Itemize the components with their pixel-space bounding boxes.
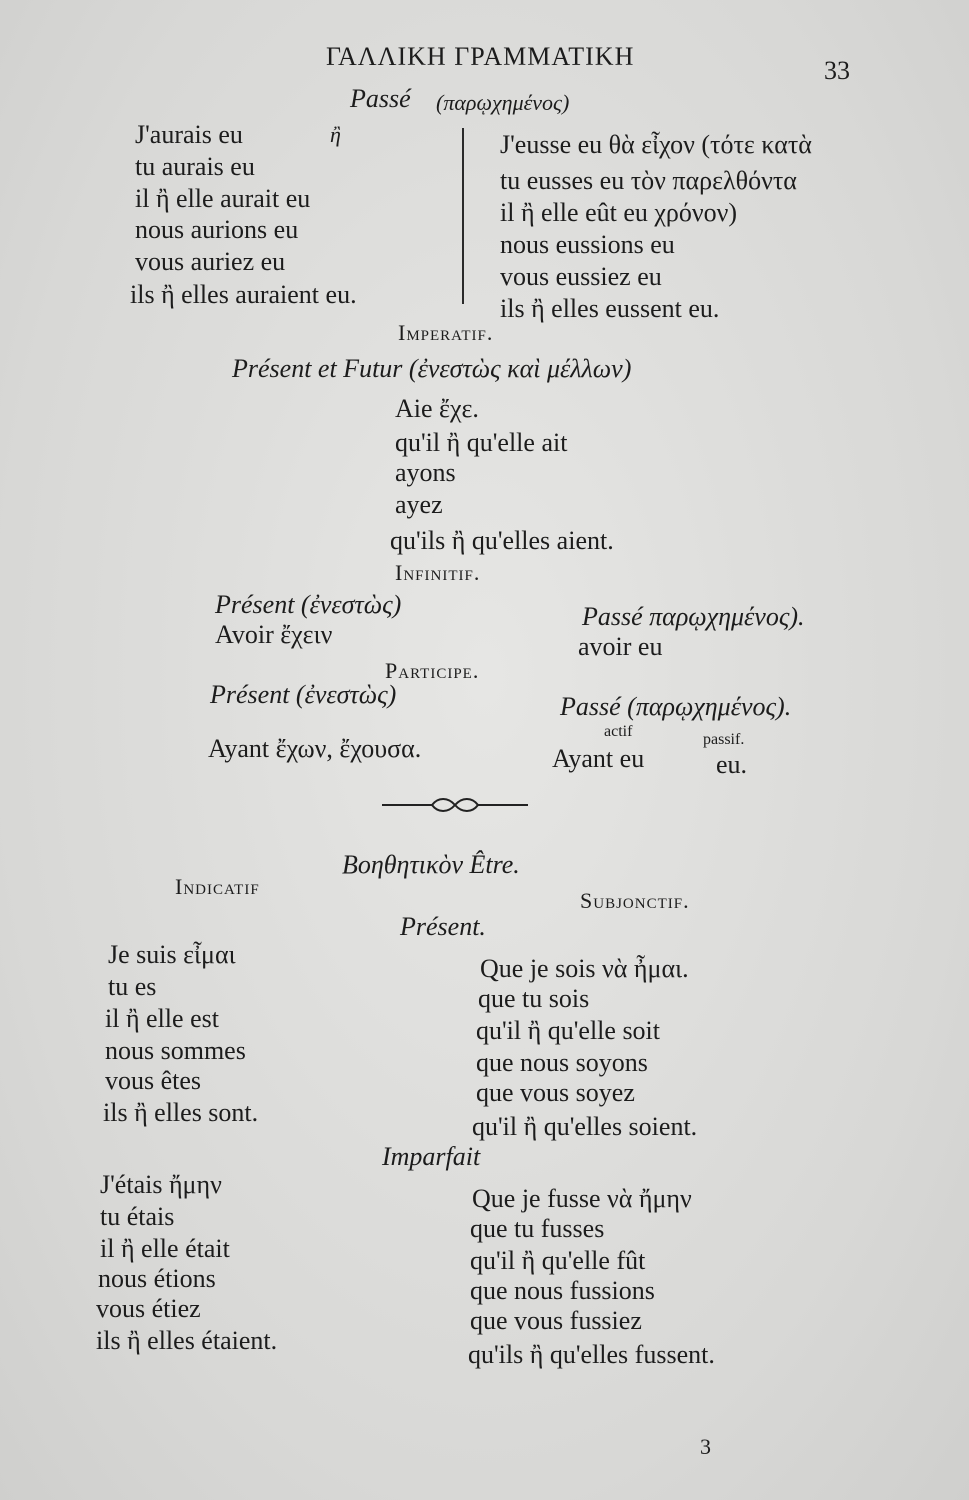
participe-present-value: Ayant ἔχων, ἔχουσα. <box>208 734 422 763</box>
conj-line: ayons <box>395 458 456 487</box>
infinitif-heading: Infinitif. <box>395 560 481 585</box>
participe-passe-actif: Ayant eu <box>552 744 645 773</box>
signature-mark: 3 <box>700 1434 711 1459</box>
conj-line: nous étions <box>98 1264 216 1293</box>
passe-heading: Passé <box>350 84 411 113</box>
conj-line: il ἢ elle était <box>100 1234 230 1263</box>
conj-line: il ἢ elle est <box>105 1004 219 1033</box>
conj-line: vous étiez <box>96 1294 201 1323</box>
conj-line: tu es <box>108 972 157 1001</box>
conj-line: que nous soyons <box>476 1048 648 1077</box>
conj-line: nous eussions eu <box>500 230 675 259</box>
participe-present-label: Présent (ἐνεστὼς) <box>210 680 397 709</box>
etre-title: Βοηθητικὸν Être. <box>342 850 520 879</box>
passe-heading-greek: (παρῳχημένος) <box>436 90 570 115</box>
imperatif-heading: Imperatif. <box>398 320 494 345</box>
conj-line: qu'il ἢ qu'elle soit <box>476 1016 661 1045</box>
conj-line: Aie ἔχε. <box>395 394 479 423</box>
page-number: 33 <box>824 56 850 85</box>
conj-line: il ἢ elle aurait eu <box>135 184 311 213</box>
conj-line: ils ἢ elles sont. <box>103 1098 259 1127</box>
conj-line: tu eusses eu τὸν παρελθόντα <box>500 166 797 195</box>
conj-line: J'eusse eu θὰ εἶχον (τότε κατὰ <box>500 130 812 159</box>
participe-passif-label: passif. <box>703 731 745 748</box>
conj-line: Que je sois νὰ ἦμαι. <box>480 954 689 983</box>
conj-line: qu'il ἢ qu'elles soient. <box>472 1112 698 1141</box>
conj-line: vous êtes <box>105 1066 202 1095</box>
participe-passe-passif: eu. <box>716 750 748 779</box>
conj-line: qu'ils ἢ qu'elles fussent. <box>468 1340 715 1369</box>
conj-line: nous sommes <box>105 1036 246 1065</box>
indicatif-heading: Indicatif <box>175 874 260 899</box>
conj-line: ils ἢ elles auraient eu. <box>130 280 357 309</box>
subjonctif-heading: Subjonctif. <box>580 888 690 913</box>
infinitif-passe-value: avoir eu <box>578 632 663 661</box>
participe-actif-label: actif <box>604 723 633 740</box>
conj-line: ils ἢ elles étaient. <box>96 1326 278 1355</box>
conj-line: J'aurais eu <box>135 120 243 149</box>
imperatif-subheading: Présent et Futur (ἐνεστὼς καὶ μέλλων) <box>232 354 632 383</box>
conj-line: qu'il ἢ qu'elle ait <box>395 428 568 457</box>
conj-line: nous aurions eu <box>135 215 299 244</box>
conj-line: Je suis εἶμαι <box>108 940 236 969</box>
conj-line: il ἢ elle eût eu χρόνον) <box>500 198 738 227</box>
participe-passe-label: Passé (παρῳχημένος). <box>560 692 792 721</box>
conj-line: Que je fusse νὰ ἤμην <box>472 1184 692 1213</box>
conj-line: qu'ils ἢ qu'elles aient. <box>390 526 614 555</box>
conj-line: que tu fusses <box>470 1214 605 1243</box>
conj-line: que nous fussions <box>470 1276 655 1305</box>
participe-heading: Participe. <box>385 658 480 683</box>
infinitif-present-label: Présent (ἐνεστὼς) <box>215 590 402 619</box>
imparfait-heading: Imparfait <box>382 1142 481 1171</box>
conj-line: que vous soyez <box>476 1078 635 1107</box>
conj-line: vous auriez eu <box>135 247 286 276</box>
conj-line: qu'il ἢ qu'elle fût <box>470 1246 646 1275</box>
infinitif-present-value: Avoir ἔχειν <box>215 620 333 649</box>
present-heading: Présent. <box>400 912 486 941</box>
infinitif-passe-label: Passé παρῳχημένος). <box>582 602 805 631</box>
conj-line: que vous fussiez <box>470 1306 642 1335</box>
conj-line: J'étais ἤμην <box>100 1170 222 1199</box>
conj-line: ils ἢ elles eussent eu. <box>500 294 720 323</box>
ornament-divider <box>380 792 530 818</box>
column-divider <box>462 128 464 304</box>
conj-line: tu aurais eu <box>135 152 255 181</box>
conj-line: vous eussiez eu <box>500 262 662 291</box>
conj-line: que tu sois <box>478 984 590 1013</box>
conj-line: tu étais <box>100 1202 175 1231</box>
ou-mark: ἢ <box>330 122 341 147</box>
conj-line: ayez <box>395 490 443 519</box>
running-title: ΓΑΛΛΙΚΗ ΓΡΑΜΜΑΤΙΚΗ <box>326 42 635 71</box>
